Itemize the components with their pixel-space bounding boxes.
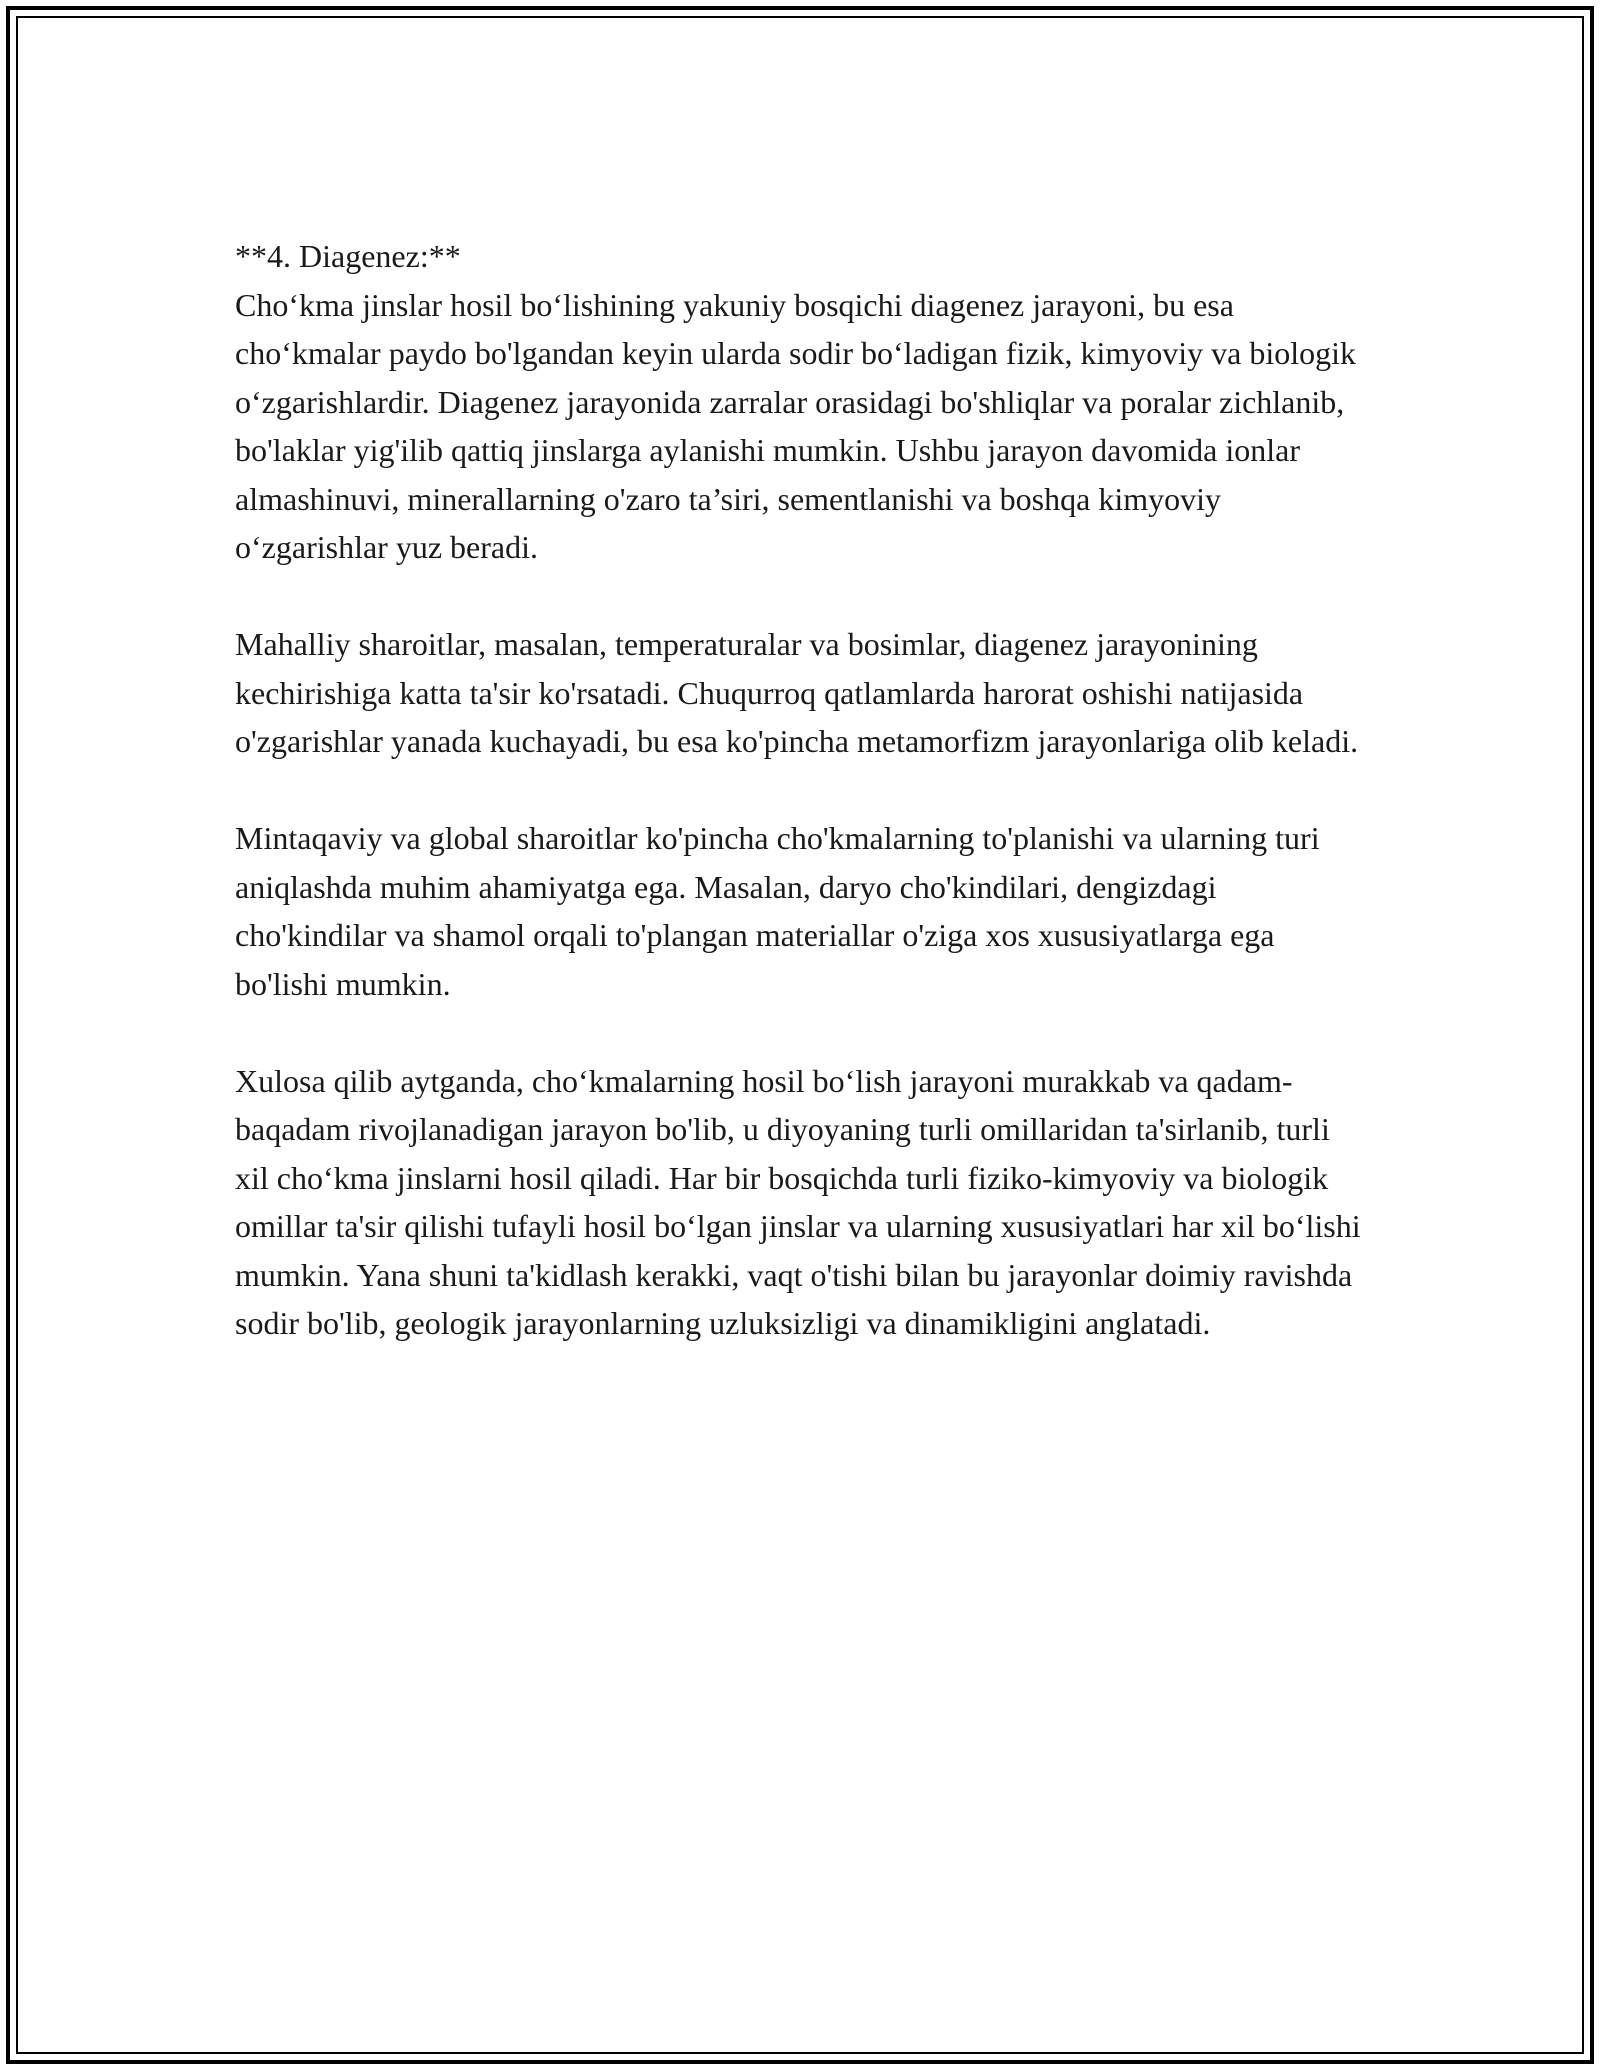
paragraph-diagenesis: Cho‘kma jinslar hosil bo‘lishining yakuniy bosqichi diagenez jarayoni, bu esa cho‘kmalar paydo bo'lgandan keyin ularda sodir bo‘ladigan fizik, kimyoviy va biologik o‘zgarishlardir. Diagenez jarayonida zarralar orasidagi bo'shliqlar va poralar zichlanib, bo'laklar yig'ilib qattiq jinslarga aylanishi mumkin. Ushbu jarayon davomida ionlar almashinuvi, minerallarning o'zaro ta’siri, sementlanishi va boshqa kimyoviy o‘zgarishlar yuz beradi. xyxy=(235,286,1357,565)
section-heading: **4. Diagenez:** xyxy=(235,238,461,274)
paragraph-conclusion: Xulosa qilib aytganda, cho‘kmalarning hosil bo‘lish jarayoni murakkab va qadam-baqadam rivojlanadigan jarayon bo'lib, u diyoyaning turli omillaridan ta'sirlanib, turli xil cho‘kma jinslarni hosil qiladi. Har bir bosqichda turli fiziko-kimyoviy va biologik omillar ta'sir qilishi tufayli hosil bo‘lgan jinslar va ularning xususiyatlari har xil bo‘lishi mumkin. Yana shuni ta'kidlash kerakki, vaqt o'tishi bilan bu jarayonlar doimiy ravishda sodir bo'lib, geologik jarayonlarning uzluksizligi va dinamikligini anglatadi. xyxy=(235,1062,1361,1341)
paragraph-regional-conditions: Mintaqaviy va global sharoitlar ko'pincha cho'kmalarning to'planishi va ularning turi aniqlashda muhim ahamiyatga ega. Masalan, daryo cho'kindilari, dengizdagi cho'kindilar va shamol orqali to'plangan materiallar o'ziga xos xususiyatlarga ega bo'lishi mumkin. xyxy=(235,820,1320,1002)
paragraph-local-conditions: Mahalliy sharoitlar, masalan, temperaturalar va bosimlar, diagenez jarayonining kechirishiga katta ta'sir ko'rsatadi. Chuqurroq qatlamlarda harorat oshishi natijasida o'zgarishlar yanada kuchayadi, bu esa ko'pincha metamorfizm jarayonlariga olib keladi. xyxy=(235,626,1359,759)
document-body xyxy=(235,232,1370,1396)
